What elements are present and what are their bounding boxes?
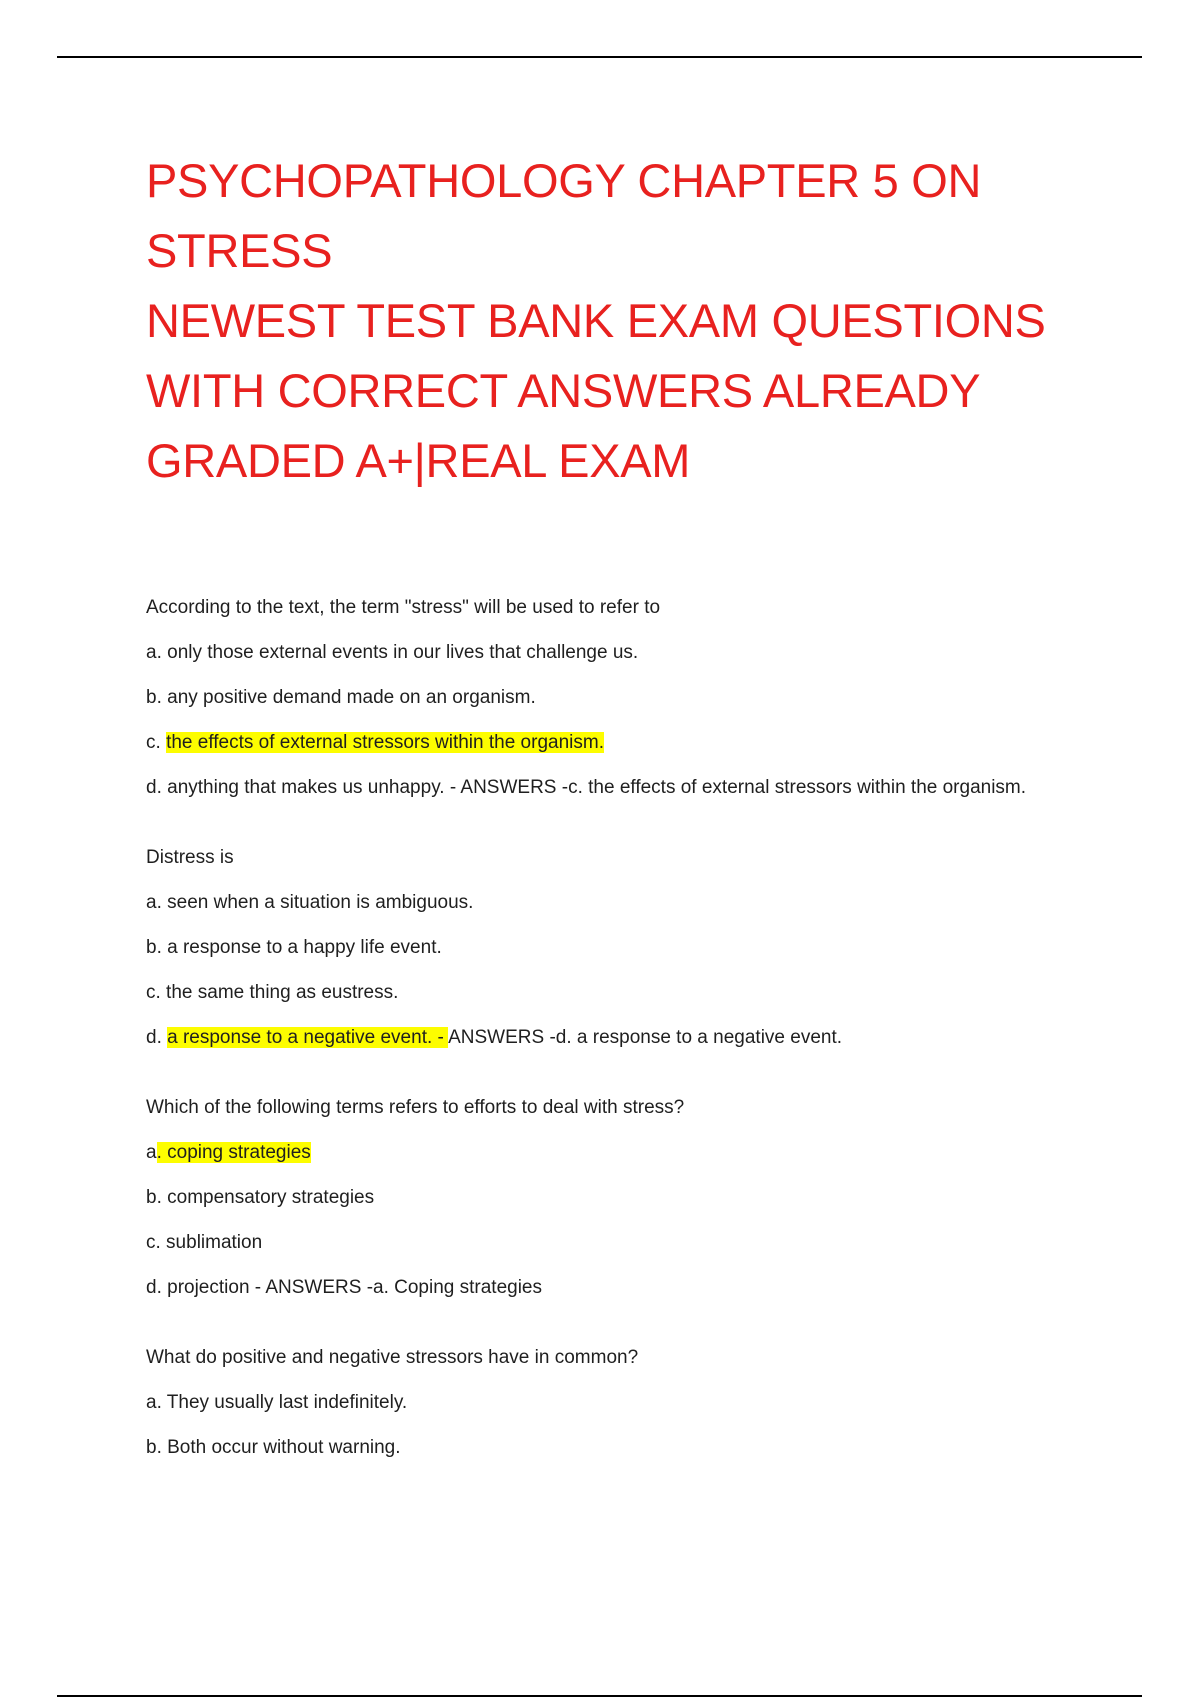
title-line: PSYCHOPATHOLOGY CHAPTER 5 ON STRESS — [146, 154, 982, 277]
title-line: GRADED A+|REAL EXAM — [146, 434, 691, 487]
answer-option-d — [146, 1276, 1106, 1300]
title-line: WITH CORRECT ANSWERS ALREADY — [146, 364, 981, 417]
answer-option-c — [146, 731, 1106, 755]
highlighted-answer: a response to a negative event. - — [167, 1027, 449, 1048]
question-list — [146, 596, 1106, 1460]
option-text: b. Both occur without warning. — [146, 1437, 401, 1458]
option-text: d. anything that makes us unhappy. - ANSWERS -c. the effects of external stressors within the organism. — [146, 777, 1027, 798]
answer-option-b — [146, 1186, 1106, 1210]
answer-key-text: ANSWERS -d. a response to a negative event. — [448, 1027, 843, 1048]
top-rule — [57, 56, 1142, 58]
question-stem: According to the text, the term "stress" will be used to refer to — [146, 597, 661, 618]
option-text: a. seen when a situation is ambiguous. — [146, 892, 474, 913]
option-text: c. — [146, 732, 167, 753]
question-block-4 — [146, 1346, 1106, 1460]
answer-option-a — [146, 1141, 1106, 1165]
option-text: b. compensatory strategies — [146, 1187, 375, 1208]
question-block-1 — [146, 596, 1106, 800]
answer-option-a — [146, 641, 1106, 665]
option-text: c. sublimation — [146, 1232, 263, 1253]
answer-option-c — [146, 1231, 1106, 1255]
question-stem: What do positive and negative stressors have in common? — [146, 1347, 639, 1368]
option-text: c. the same thing as eustress. — [146, 982, 399, 1003]
answer-option-a — [146, 1391, 1106, 1415]
answer-option-a — [146, 891, 1106, 915]
option-text: d. projection - ANSWERS -a. Coping strategies — [146, 1277, 543, 1298]
option-text: a. only those external events in our lives that challenge us. — [146, 642, 639, 663]
answer-option-b — [146, 686, 1106, 710]
answer-option-b — [146, 1436, 1106, 1460]
question-stem: Distress is — [146, 847, 234, 868]
highlighted-answer: . coping strategies — [156, 1142, 311, 1163]
question-block-3 — [146, 1096, 1106, 1300]
answer-option-d — [146, 1026, 1106, 1050]
highlighted-answer: the effects of external stressors within the organism. — [166, 732, 604, 753]
question-block-2 — [146, 846, 1106, 1050]
option-text: b. any positive demand made on an organism. — [146, 687, 536, 708]
option-text: b. a response to a happy life event. — [146, 937, 442, 958]
question-stem: Which of the following terms refers to efforts to deal with stress? — [146, 1097, 685, 1118]
answer-option-b — [146, 936, 1106, 960]
bottom-rule — [57, 1695, 1142, 1697]
answer-option-d — [146, 776, 1106, 800]
option-text: a. They usually last indefinitely. — [146, 1392, 408, 1413]
title-line: NEWEST TEST BANK EXAM QUESTIONS — [146, 294, 1046, 347]
answer-option-c — [146, 981, 1106, 1005]
option-text: d. — [146, 1027, 168, 1048]
option-text: a — [146, 1142, 157, 1163]
document-body — [146, 146, 1106, 1506]
document-title — [146, 146, 1106, 496]
